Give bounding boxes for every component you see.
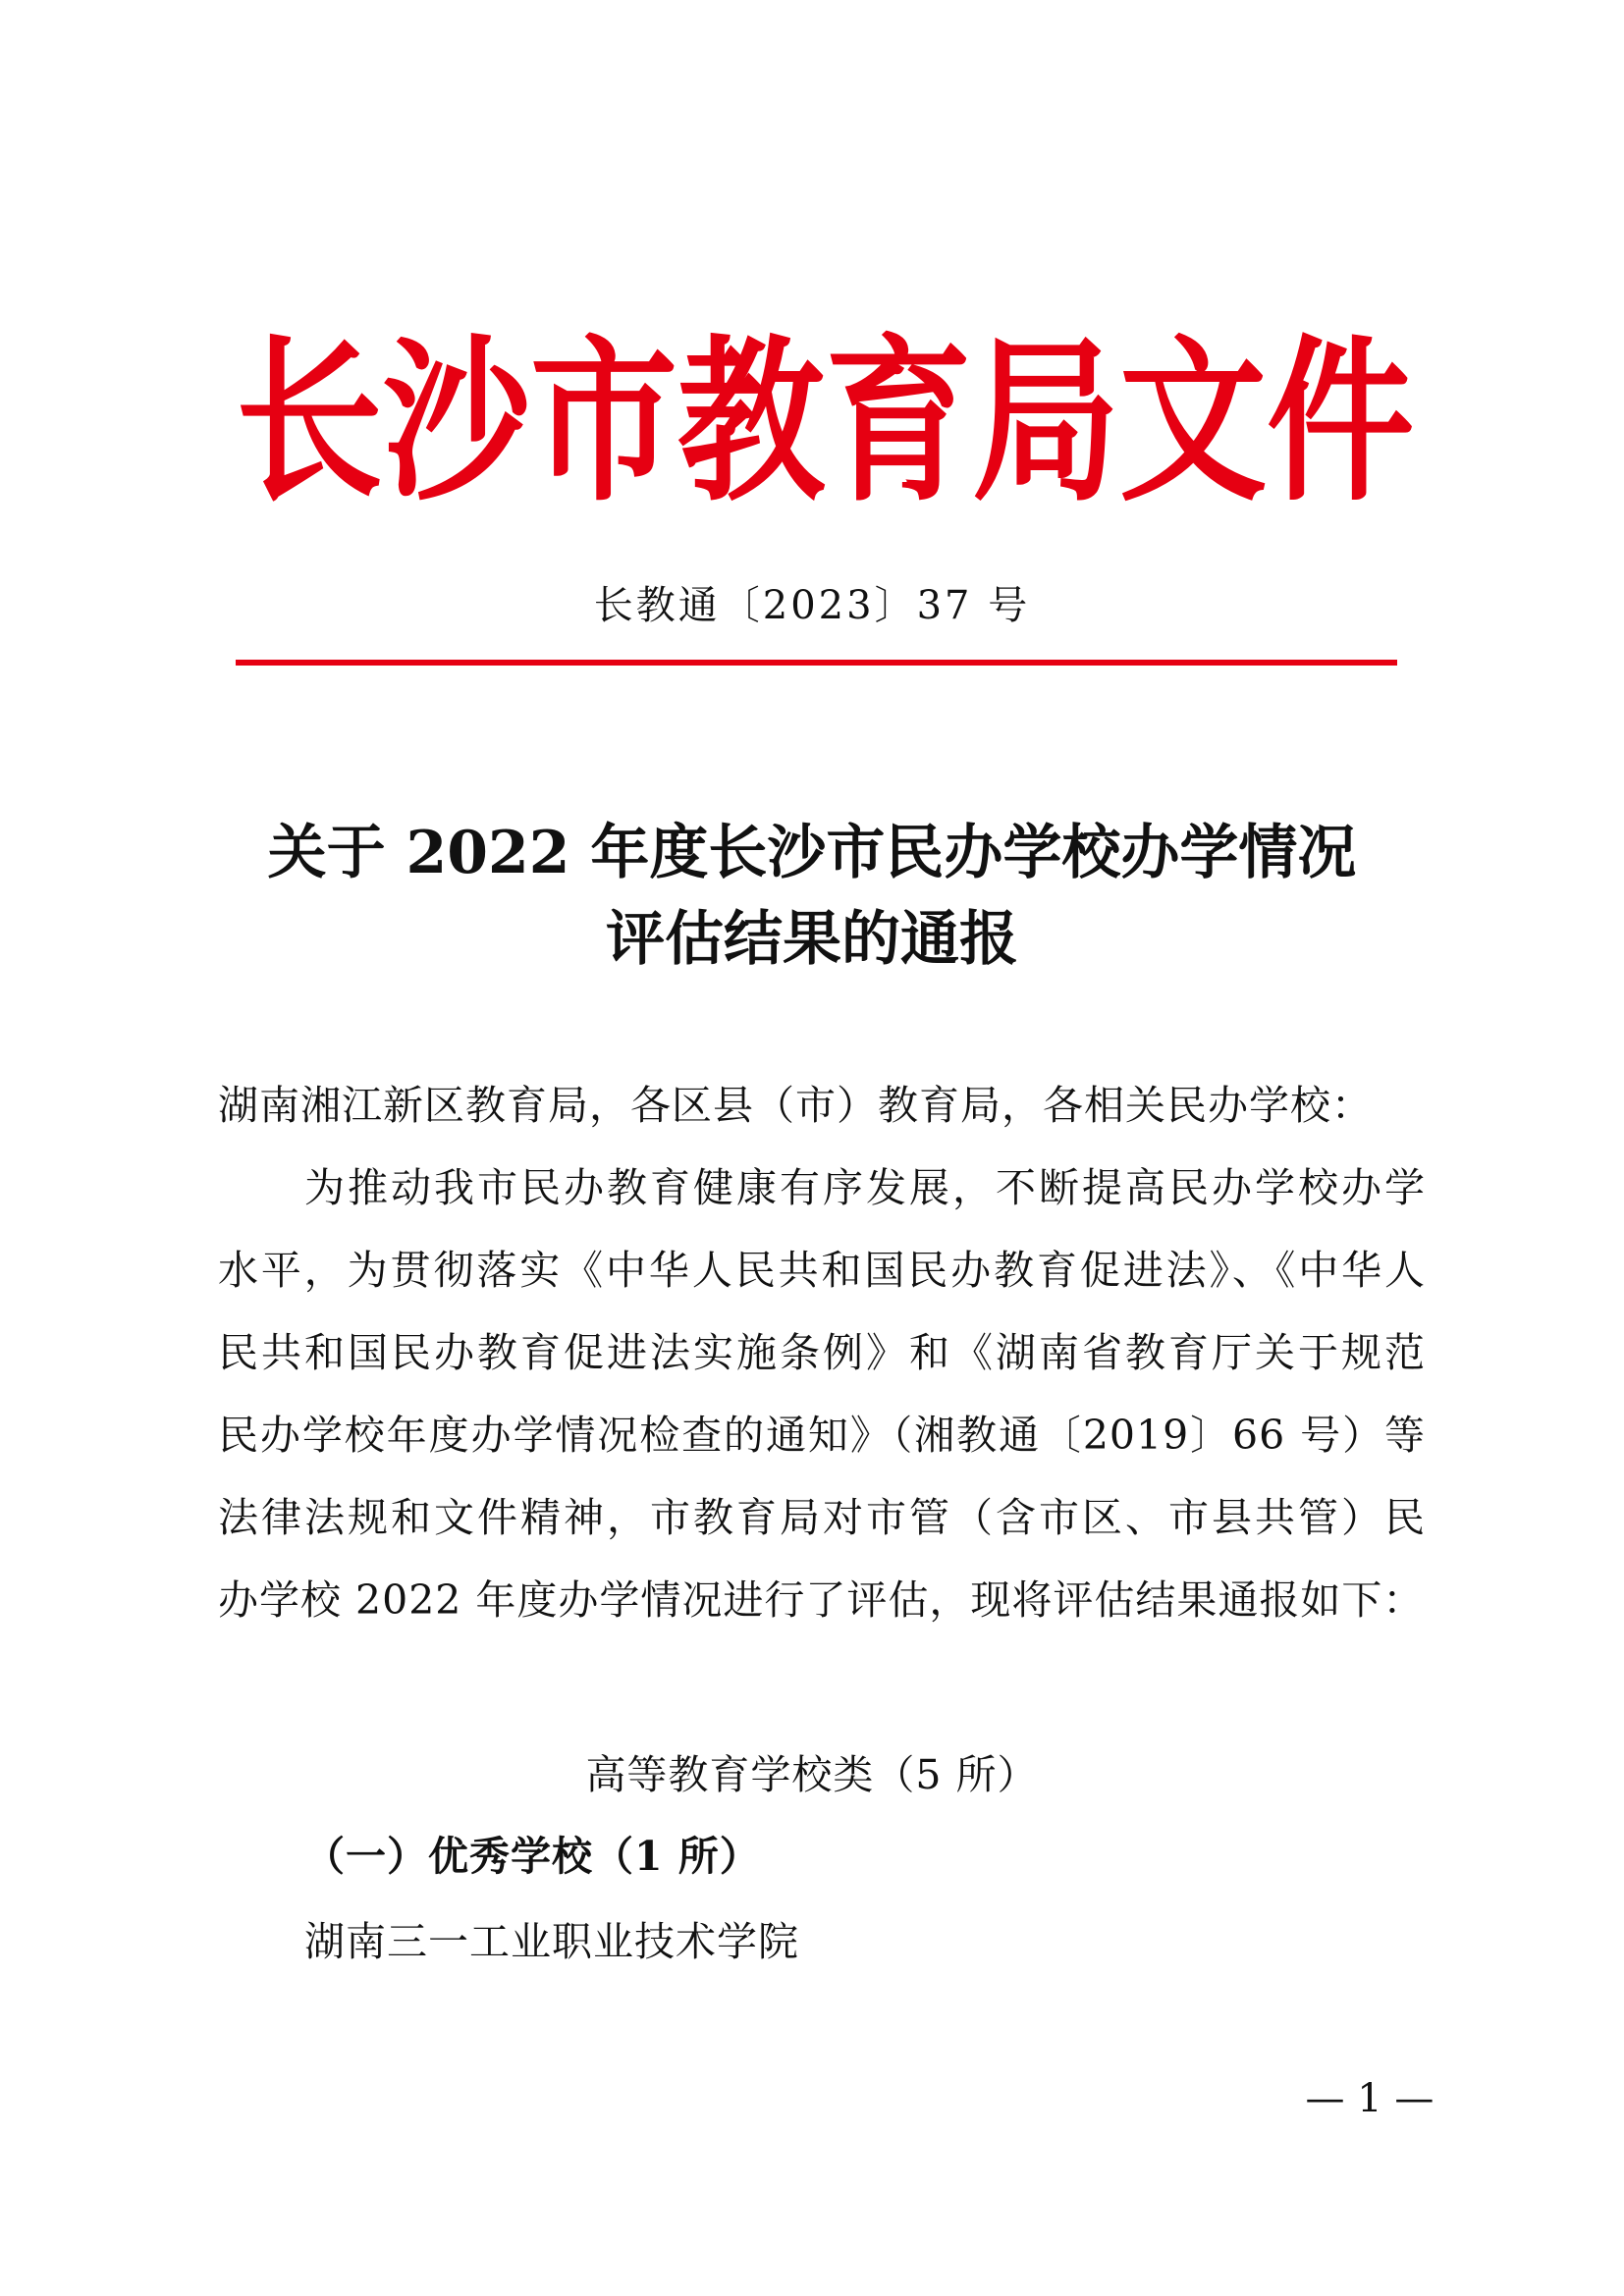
issuer-char: 长 (236, 318, 384, 526)
paragraph-line: 民办学校年度办学情况检查的通知》（湘教通〔2019〕66 号）等 (218, 1412, 1426, 1459)
list-item: 湖南三一工业职业技术学院 (304, 1918, 799, 1965)
page-number: — 1 — (1305, 2076, 1435, 2121)
document-title-line: 关于 2022 年度长沙市民办学校办学情况 (267, 819, 1357, 887)
section-heading: 高等教育学校类（5 所） (585, 1751, 1039, 1798)
paragraph-line: 水平，为贯彻落实《中华人民共和国民办教育促进法》、《中华人 (218, 1247, 1426, 1294)
paragraph-line: 民共和国民办教育促进法实施条例》和《湖南省教育厅关于规范 (218, 1329, 1426, 1376)
header-divider (236, 660, 1397, 666)
document-number: 长教通〔2023〕37 号 (593, 583, 1031, 628)
paragraph-line: 办学校 2022 年度办学情况进行了评估，现将评估结果通报如下： (218, 1576, 1425, 1624)
issuer-char: 件 (1267, 318, 1415, 526)
issuer-char: 局 (972, 318, 1120, 526)
paragraph-line: 为推动我市民办教育健康有序发展，不断提高民办学校办学 (304, 1164, 1426, 1211)
issuer-char: 沙 (383, 318, 531, 526)
issuer-char: 文 (1119, 318, 1268, 526)
document-title (0, 810, 1624, 983)
issuer-char: 市 (530, 318, 678, 526)
document-title-line: 评估结果的通报 (606, 905, 1018, 974)
issuer-char: 育 (825, 318, 973, 526)
paragraph-line: 法律法规和文件精神，市教育局对市管（含市区、市县共管）民 (218, 1494, 1426, 1541)
issuer-char: 教 (677, 318, 826, 526)
recipients-line: 湖南湘江新区教育局，各区县（市）教育局，各相关民办学校： (218, 1082, 1373, 1129)
section-subheading: （一）优秀学校（1 所） (304, 1833, 761, 1880)
issuer-header-title (236, 318, 1415, 526)
